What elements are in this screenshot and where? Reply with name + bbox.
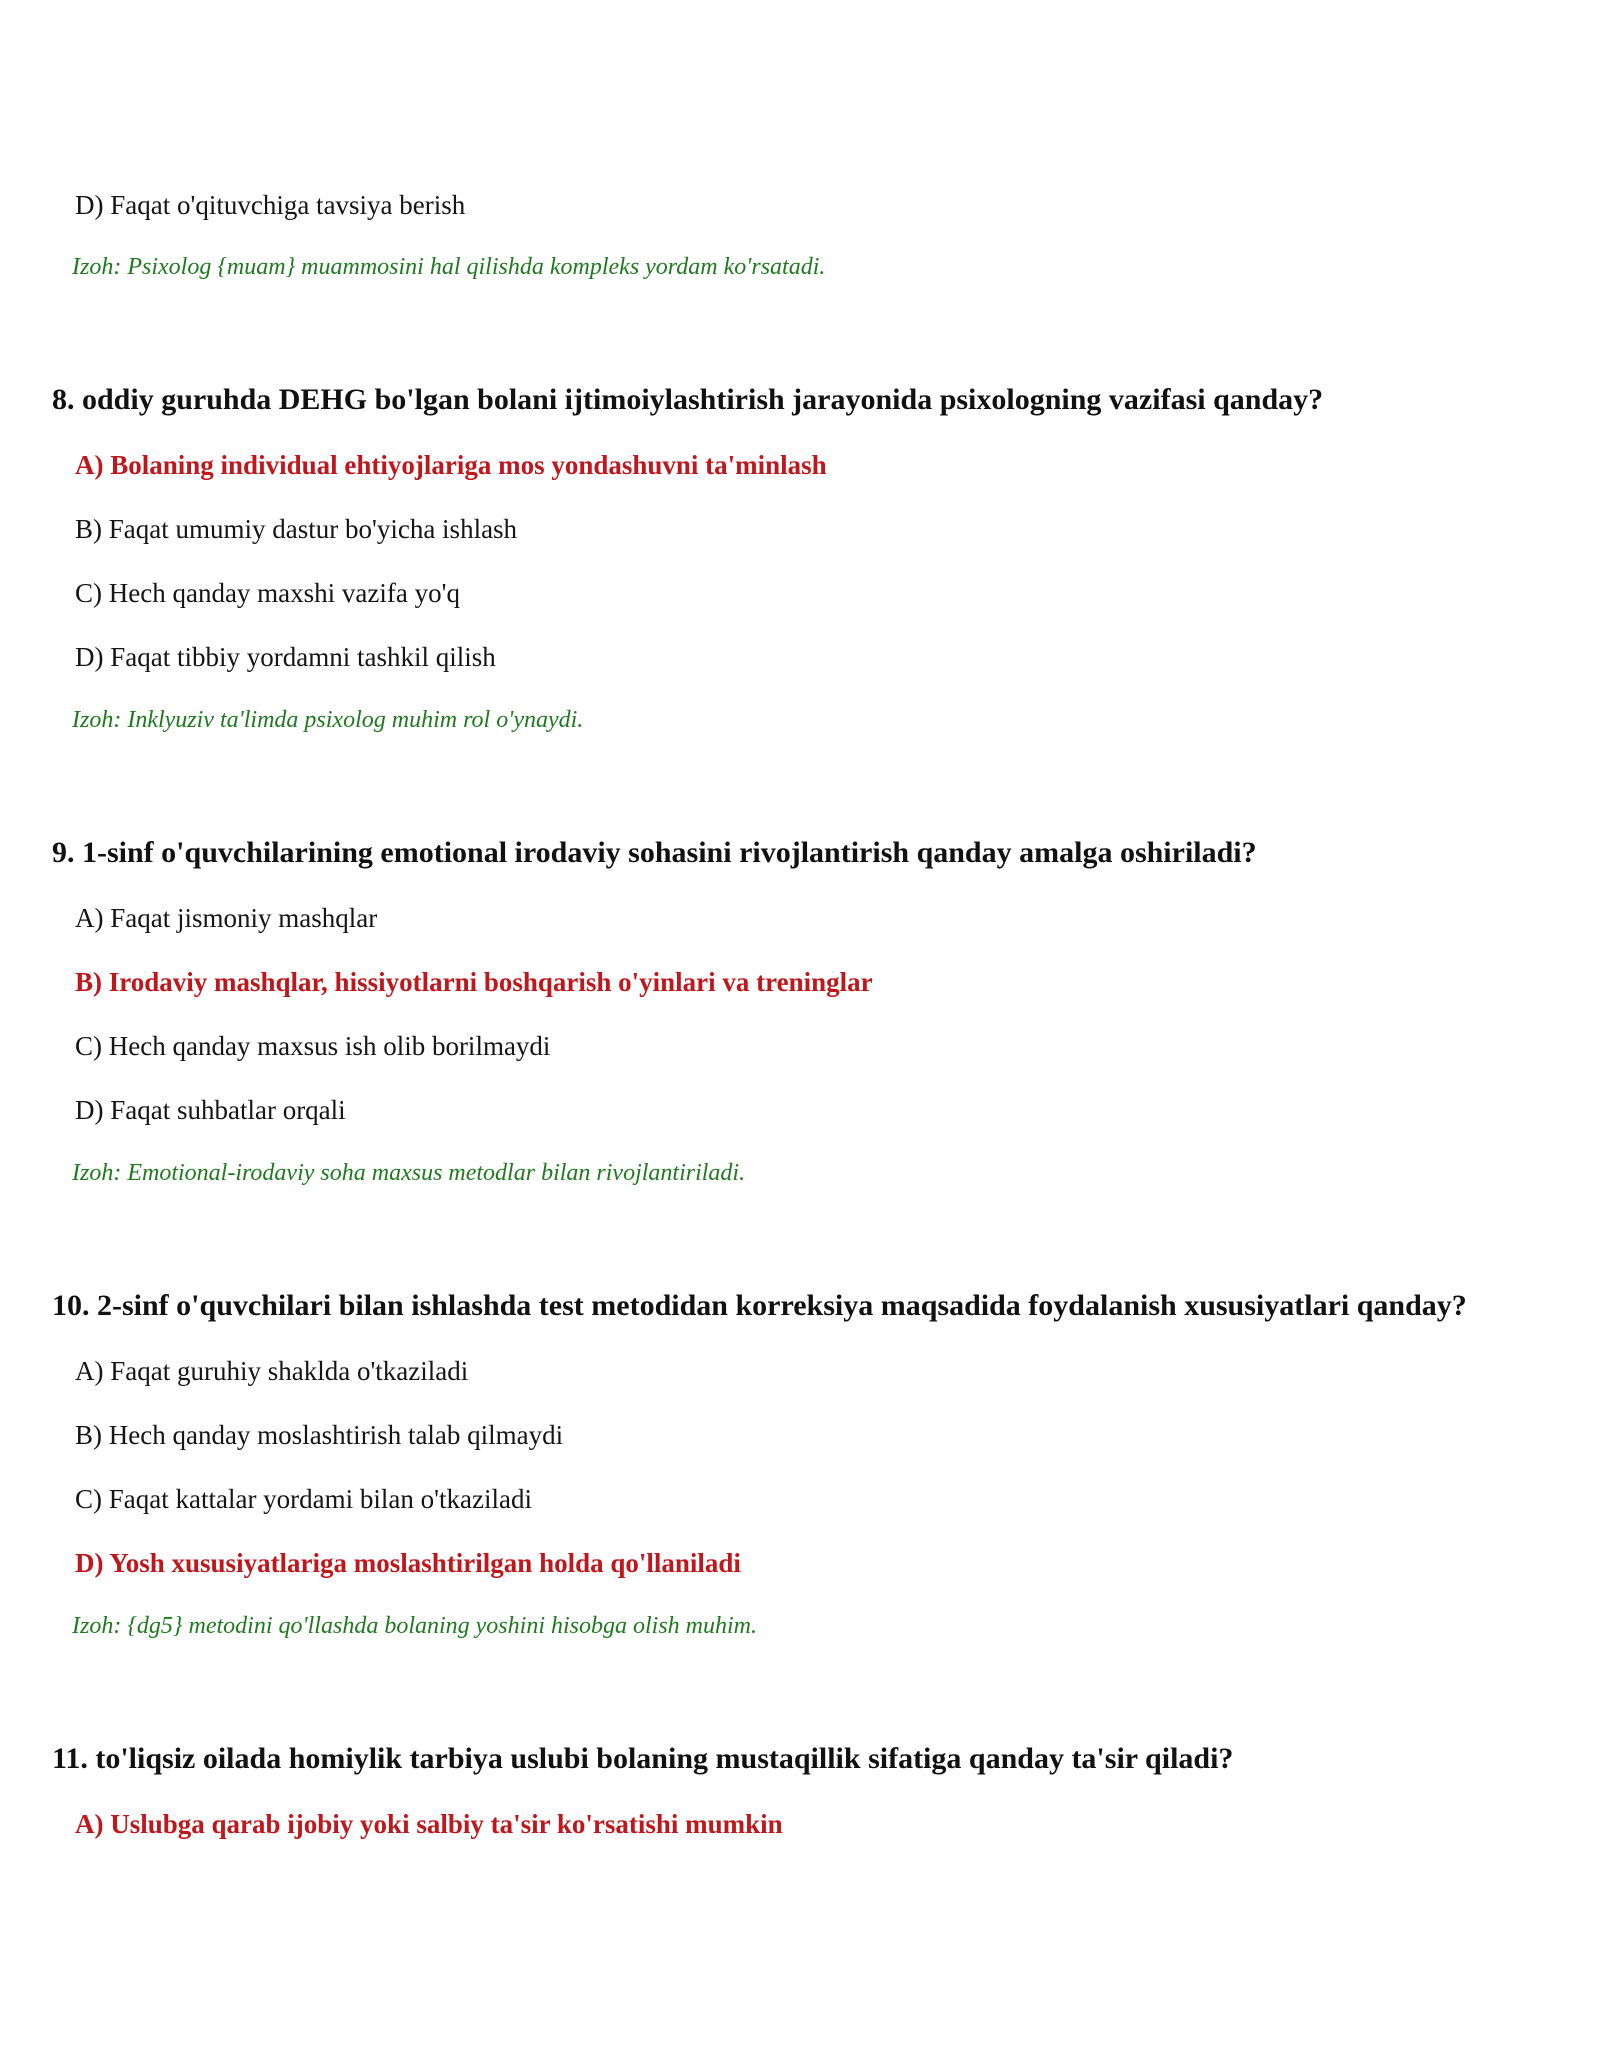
q8-option-a: A) Bolaning individual ehtiyojlariga mos yondashuvni ta'minlash	[75, 450, 827, 480]
q8-option-c: C) Hech qanday maxshi vazifa yo'q	[75, 578, 460, 608]
q9-option-b: B) Irodaviy mashqlar, hissiyotlarni boshqarish o'yinlari va treninglar	[75, 967, 873, 997]
q11-title: 11. to'liqsiz oilada homiylik tarbiya uslubi bolaning mustaqillik sifatiga qanday ta'sir qiladi?	[52, 1742, 1234, 1775]
q10-title: 10. 2-sinf o'quvchilari bilan ishlashda test metodidan korreksiya maqsadida foydalanish xususiyatlari qanday?	[52, 1289, 1467, 1322]
q8-note: Izoh: Inklyuziv ta'limda psixolog muhim rol o'ynaydi.	[72, 707, 584, 733]
q10-note: Izoh: {dg5} metodini qo'llashda bolaning yoshini hisobga olish muhim.	[72, 1613, 757, 1639]
q10-option-d: D) Yosh xususiyatlariga moslashtirilgan holda qo'llaniladi	[75, 1548, 741, 1578]
q10-option-c: C) Faqat kattalar yordami bilan o'tkaziladi	[75, 1484, 532, 1514]
q8-option-b: B) Faqat umumiy dastur bo'yicha ishlash	[75, 514, 518, 544]
q8-option-d: D) Faqat tibbiy yordamni tashkil qilish	[75, 642, 496, 672]
q9-option-c: C) Hech qanday maxsus ish olib borilmaydi	[75, 1031, 551, 1061]
q10-option-a: A) Faqat guruhiy shaklda o'tkaziladi	[75, 1356, 469, 1386]
q8-title: 8. oddiy guruhda DEHG bo'lgan bolani ijtimoiylashtirish jarayonida psixologning vazifasi qanday?	[52, 383, 1324, 416]
q9-note: Izoh: Emotional-irodaviy soha maxsus metodlar bilan rivojlantiriladi.	[72, 1160, 746, 1186]
q7-note: Izoh: Psixolog {muam} muammosini hal qilishda kompleks yordam ko'rsatadi.	[72, 254, 826, 280]
q11-option-a: A) Uslubga qarab ijobiy yoki salbiy ta'sir ko'rsatishi mumkin	[75, 1809, 783, 1839]
q10-option-b: B) Hech qanday moslashtirish talab qilmaydi	[75, 1420, 564, 1450]
q9-option-d: D) Faqat suhbatlar orqali	[75, 1095, 346, 1125]
q9-option-a: A) Faqat jismoniy mashqlar	[75, 903, 378, 933]
q7-option-d: D) Faqat o'qituvchiga tavsiya berish	[75, 190, 466, 220]
q9-title: 9. 1-sinf o'quvchilarining emotional irodaviy sohasini rivojlantirish qanday amalga oshiriladi?	[52, 836, 1257, 869]
